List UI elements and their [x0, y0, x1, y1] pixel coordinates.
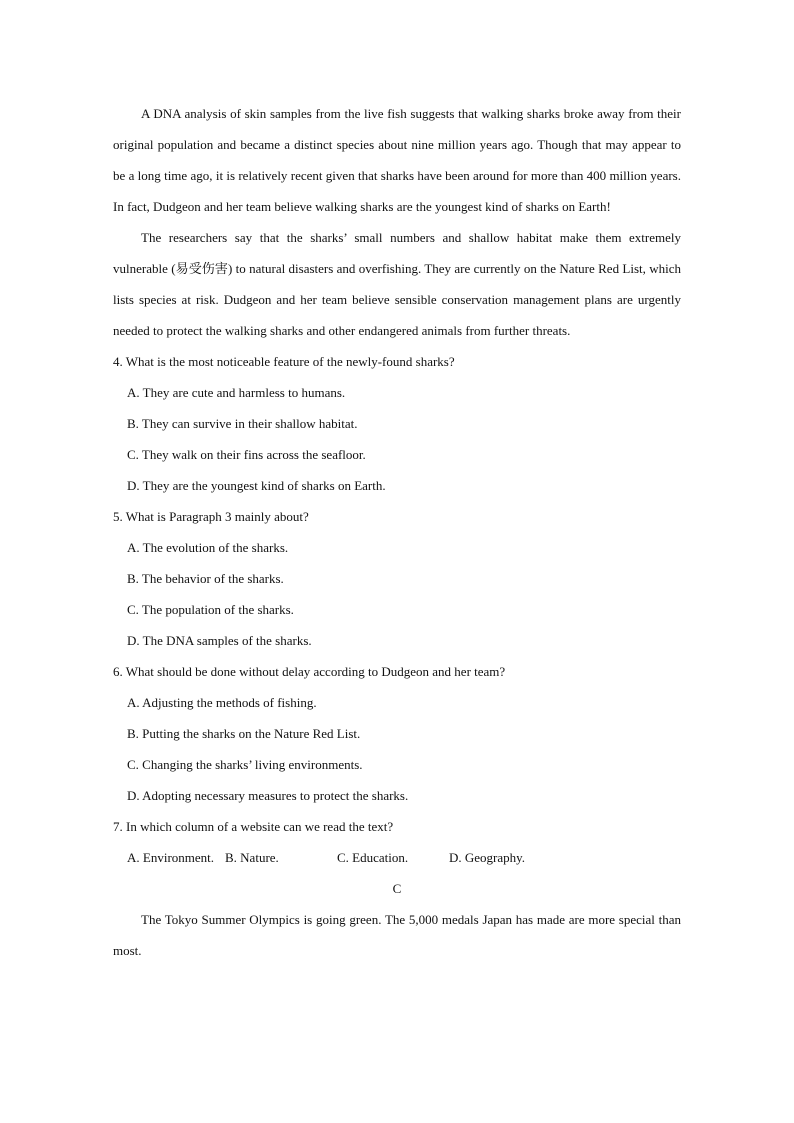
option-b: B. They can survive in their shallow habitat.: [127, 416, 358, 431]
section-heading: C: [392, 881, 402, 896]
option-a: A. Adjusting the methods of fishing.: [127, 695, 317, 710]
question-5: [113, 501, 681, 656]
question-stem: 4. What is the most noticeable feature of the newly-found sharks?: [113, 354, 455, 369]
question-stem: 6. What should be done without delay according to Dudgeon and her team?: [113, 664, 506, 679]
option-d: D. Geography.: [449, 850, 526, 865]
option-d: D. The DNA samples of the sharks.: [127, 633, 312, 648]
option-c: C. Changing the sharks’ living environments.: [127, 757, 363, 772]
question-6: [113, 656, 681, 811]
option-c: C. They walk on their fins across the seafloor.: [127, 447, 366, 462]
option-d: D. They are the youngest kind of sharks on Earth.: [127, 478, 386, 493]
passage-paragraph: The Tokyo Summer Olympics is going green. The 5,000 medals Japan has made are more special than most.: [113, 912, 681, 958]
question-stem: 5. What is Paragraph 3 mainly about?: [113, 509, 309, 524]
option-c: C. Education.: [337, 850, 409, 865]
question-stem: 7. In which column of a website can we read the text?: [113, 819, 394, 834]
option-c: C. The population of the sharks.: [127, 602, 294, 617]
question-4: [113, 346, 681, 501]
document-page: [113, 98, 681, 966]
option-d: D. Adopting necessary measures to protect the sharks.: [127, 788, 409, 803]
option-a: A. Environment.: [127, 850, 215, 865]
option-b: B. Putting the sharks on the Nature Red List.: [127, 726, 361, 741]
option-b: B. The behavior of the sharks.: [127, 571, 284, 586]
passage-paragraph: The researchers say that the sharks’ small numbers and shallow habitat make them extremely vulnerable (易受伤害) to natural disasters and overfishing. They are currently on the Nature Red List, which lists species at risk. Dudgeon and her team believe sensible conservation management plans are urgently needed to protect the walking sharks and other endangered animals from further threats.: [113, 230, 681, 338]
question-7: [113, 811, 681, 873]
options-row: [113, 842, 681, 873]
option-a: A. The evolution of the sharks.: [127, 540, 289, 555]
option-b: B. Nature.: [225, 850, 279, 865]
passage-paragraph: A DNA analysis of skin samples from the live fish suggests that walking sharks broke away from their original population and became a distinct species about nine million years ago. Though that may appear to be a long time ago, it is relatively recent given that sharks have been around for more than 400 million years. In fact, Dudgeon and her team believe walking sharks are the youngest kind of sharks on Earth!: [113, 106, 681, 214]
option-a: A. They are cute and harmless to humans.: [127, 385, 346, 400]
